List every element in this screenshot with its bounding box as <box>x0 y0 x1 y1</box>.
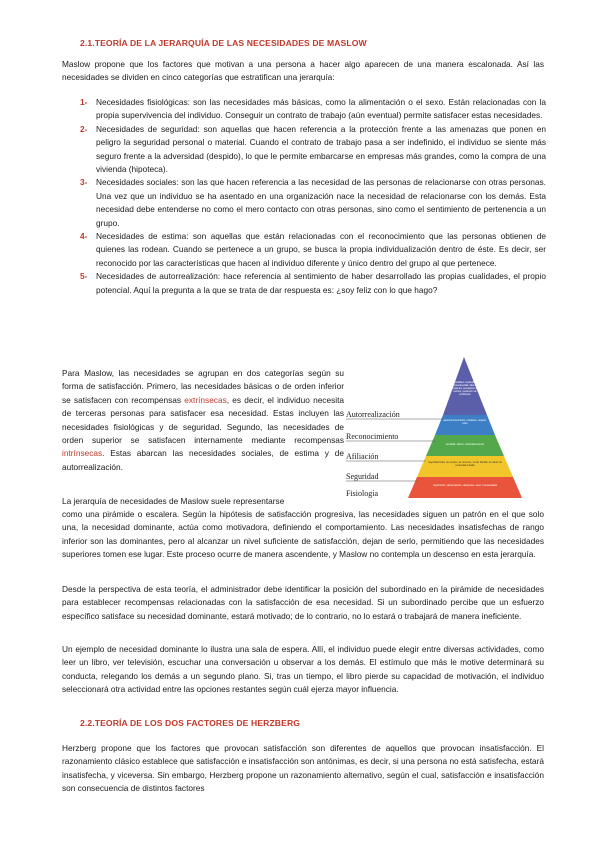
list-item: 3- Necesidades sociales: son las que hacen referencia a las necesidad de las personas de relacionarse con otras personas. Una vez que un individuo se ha asentado en una organización nace la necesidad de relacionarse con los demás. Esta necesidad debe entenderse no como el mero contacto con otras personas, sino como el sentimiento de pertenencia a un grupo. <box>80 177 546 228</box>
satisfaction-paragraph: Para Maslow, las necesidades se agrupan en dos categorías según su forma de satisfacción. Primero, las necesidades básicas o de orden inferior se satisfacen con recompensas extrínsecas, es decir, el individuo necesita de terceras personas para satisfacer esa necesidad. Estas incluyen las necesidades fisiológicas y de seguridad. Segundo, las necesidades de orden superior se satisfacen internamente mediante recompensas intrínsecas. Estas abarcan las necesidades sociales, de estima y de autorrealización. <box>62 368 344 472</box>
pyramid-label-esteem: Reconocimiento <box>346 432 399 441</box>
pyramid-tier-text-selfactualization: moralidad, creatividad, espontaneidad, falta de prejuicios, aceptación de hechos, resolución de problemas <box>451 381 479 396</box>
pyramid-tier-text-esteem: autorreconocimiento, confianza, respeto, éxito <box>443 419 487 425</box>
pyramid-paragraph-line1: La jerarquía de necesidades de Maslow suele representarse <box>62 496 285 506</box>
pyramid-label-safety: Seguridad <box>346 472 379 481</box>
herzberg-paragraph: Herzberg propone que los factores que provocan satisfacción son diferentes de aquellos que provocan insatisfacción. El razonamiento clásico establece que satisfacción e insatisfacción son antónimas, es decir, si una persona no está satisfecha, estará insatisfecha, y viceversa. Sin embargo, Herzberg propone un razonamiento alternativo, según el cual, satisfacción e insatisfacción son consecuencia de distintos factores <box>62 743 544 794</box>
list-item: 2- Necesidades de seguridad: son aquellas que hacen referencia a la protección frente a las amenazas que ponen en peligro la seguridad personal o material. Cuando el contrato de trabajo pasa a ser indefinido, el individuo se siente más seguro frente a la adversidad (despido), lo que le permite embarcarse en empresas más grandes, como la compra de una vivienda (hipoteca). <box>80 123 546 175</box>
pyramid-label-physiological: Fisiología <box>346 489 379 498</box>
pyramid-tier-esteem <box>435 415 495 435</box>
pyramid-tier-text-social: amistad, afecto, intimidad sexual <box>446 443 484 446</box>
list-item: 4- Necesidades de estima: son aquellas que están relacionadas con el reconocimiento que las personas obtienen de quienes las rodean. Cuando se pertenece a un grupo, se busca la propia individualización dentro de éste. Es decir, ser reconocido por las características que hacen al individuo diferente y único dentro del grupo al que pertenece. <box>80 231 546 268</box>
admin-paragraph: Desde la perspectiva de esta teoría, el administrador debe identificar la posición del subordinado en la pirámide de necesidades para establecer recompensas relacionadas con la satisfacción de esa necesidad. Si un subordinado percibe que un esfuerzo específico satisface su necesidad dominante, estará motivado; de lo contrario, no lo estará o trabajará de manera ineficiente. <box>62 584 544 621</box>
extrinsic-term: extrínsecas <box>184 394 227 405</box>
pyramid-tier-physiological <box>408 477 522 498</box>
needs-list <box>80 96 546 297</box>
pyramid-paragraph: como una pirámide o escalera. Según la hipótesis de satisfacción progresiva, las necesidades siguen un patrón en el que solo una, la necesidad dominante, actúa como motivadora, definiendo el comportamiento. Las necesidades insatisfechas de rango inferior son las dominantes, pero al alcanzar un nivel suficiente de satisfacción, dejan de serlo, permitiendo que las necesidades superiores tomen ese lugar. Este proceso ocurre de manera ascendente, y Maslow no contempla un descenso en esta jerarquía. <box>62 509 544 560</box>
pyramid-tier-text-physiological: respiración, alimentación, descanso, sexo, homeostasis <box>432 484 498 487</box>
pyramid-label-selfactualization: Autorrealización <box>346 410 400 419</box>
section-heading-maslow: 2.1.TEORÍA DE LA JERARQUÍA DE LAS NECESIDADES DE MASLOW <box>80 38 367 48</box>
pyramid-tier-text-safety: seguridad física, de empleo, de recursos, moral, familiar, de salud, de propiedad privada <box>428 461 502 467</box>
section-heading-herzberg: 2.2.TEORÍA DE LOS DOS FACTORES DE HERZBERG <box>80 718 301 728</box>
list-item: 5- Necesidades de autorrealización: hace referencia al sentimiento de haber desarrollado las propias cualidades, el propio potencial. Aquí la pregunta a la que se trata de dar respuesta es: ¿soy feliz con lo que hago? <box>80 271 546 295</box>
intro-paragraph: Maslow propone que los factores que motivan a una persona a hacer algo aparecen de una manera escalonada. Así las necesidades se dividen en cinco categorías que estratifican una jerarquía: <box>62 59 544 83</box>
pyramid-label-social: Afiliación <box>346 452 379 461</box>
intrinsic-term: intrínsecas <box>62 448 103 459</box>
example-paragraph: Un ejemplo de necesidad dominante lo ilustra una sala de espera. Allí, el individuo puede elegir entre diversas actividades, como leer un libro, ver televisión, escuchar una conversación u observar a los demás. El estímulo que más le motive determinará su conducta, relegando los demás a un segundo plano. Si, tras un tiempo, el libro pierde su capacidad de motivación, el individuo seleccionará otra actividad entre las opciones restantes según cuál ejerza mayor influencia. <box>62 644 544 695</box>
list-item: 1- Necesidades fisiológicas: son las necesidades más básicas, como la alimentación o el sexo. Están relacionadas con la propia supervivencia del individuo. Conseguir un contrato de trabajo (aún eventual) permite satisfacer estas necesidades. <box>80 97 546 121</box>
maslow-pyramid-figure <box>344 355 544 500</box>
